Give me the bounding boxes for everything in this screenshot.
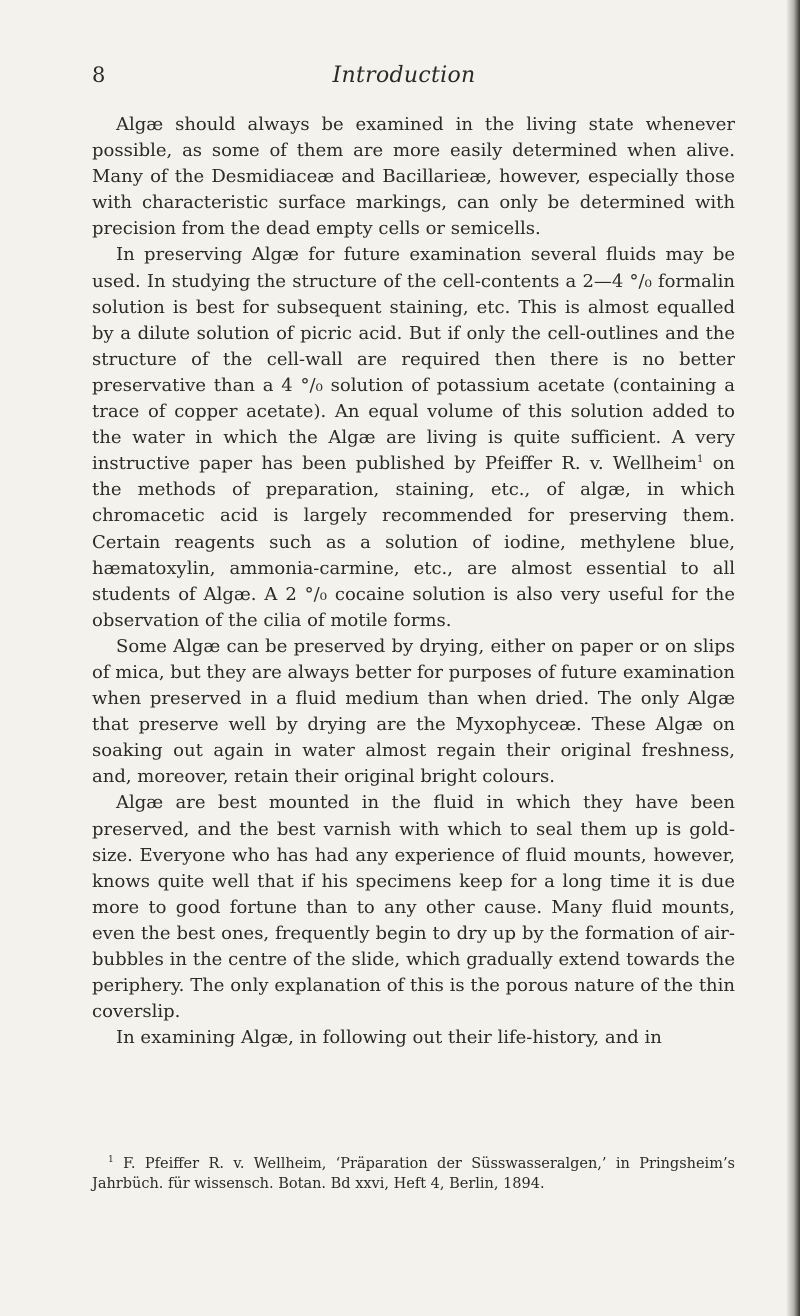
paragraph-drying	[92, 634, 735, 791]
footnote	[92, 1154, 735, 1194]
paragraph-text: Some Algæ can be preserved by drying, either on paper or on slips of mica, but they are always better for purposes of future examination when preserved in a fluid medium than when dried. The only Algæ that preserve well by drying are the Myxophyceæ. These Algæ on soaking out again in water almost regain their original freshness, and, moreover, retain their original bright colours.	[92, 635, 735, 788]
paragraph-preserving-fluids	[92, 242, 735, 633]
paragraph-text: In examining Algæ, in following out their life-history, and in	[116, 1027, 662, 1049]
page-edge-shadow	[786, 0, 800, 1316]
paragraph-mounting	[92, 790, 735, 1025]
paragraph-text: Algæ should always be examined in the living state whenever possible, as some of them are more easily determined when alive. Many of the Desmidiaceæ and Bacillarieæ, however, especially those with characteristic surface markings, can only be determined with precision from the dead empty cells or semicells.	[92, 114, 735, 240]
paragraph-text-continued: on the methods of preparation, staining, etc., of algæ, in which chromacetic acid is largely recommended for preserving them. Certain reagents such as a solution of iodine, methylene blue, hæmatoxylin, ammonia-carmine, etc., are almost essential to all students of Algæ. A 2 °/₀ cocaine solution is also very useful for the observation of the cilia of motile forms.	[92, 453, 735, 631]
footnote-marker: 1	[108, 1155, 114, 1166]
paragraph-living-state	[92, 112, 735, 242]
footnote-text: F. Pfeiffer R. v. Wellheim, ‘Präparation der Süsswasseralgen,’ in Pringsheim’s Jahrbüch. für wissensch. Botan. Bd xxvi, Heft 4, Berlin, 1894.	[92, 1156, 735, 1192]
paragraph-text: In preserving Algæ for future examination several fluids may be used. In studying the structure of the cell-contents a 2—4 °/₀ formalin solution is best for subsequent staining, etc. This is almost equalled by a dilute solution of picric acid. But if only the cell-outlines and the structure of the cell-wall are required then there is no better preservative than a 4 °/₀ solution of potassium acetate (containing a trace of copper acetate). An equal volume of this solution added to the water in which the Algæ are living is quite sufficient. A very instructive paper has been published by Pfeiffer R. v. Wellheim	[92, 244, 735, 475]
running-title: Introduction	[332, 63, 476, 88]
footnote-reference: 1	[697, 454, 704, 466]
body-text	[92, 112, 735, 1051]
paragraph-text: Algæ are best mounted in the fluid in which they have been preserved, and the best varnish with which to seal them up is gold-size. Everyone who has had any experience of fluid mounts, however, knows quite well that if his specimens keep for a long time it is due more to good fortune than to any other cause. Many fluid mounts, even the best ones, frequently begin to dry up by the formation of air-bubbles in the centre of the slide, which gradually extend towards the periphery. The only explanation of this is the porous nature of the thin coverslip.	[92, 792, 735, 1023]
page-header	[74, 63, 734, 95]
page-number: 8	[92, 63, 106, 87]
paragraph-examining	[92, 1025, 735, 1051]
